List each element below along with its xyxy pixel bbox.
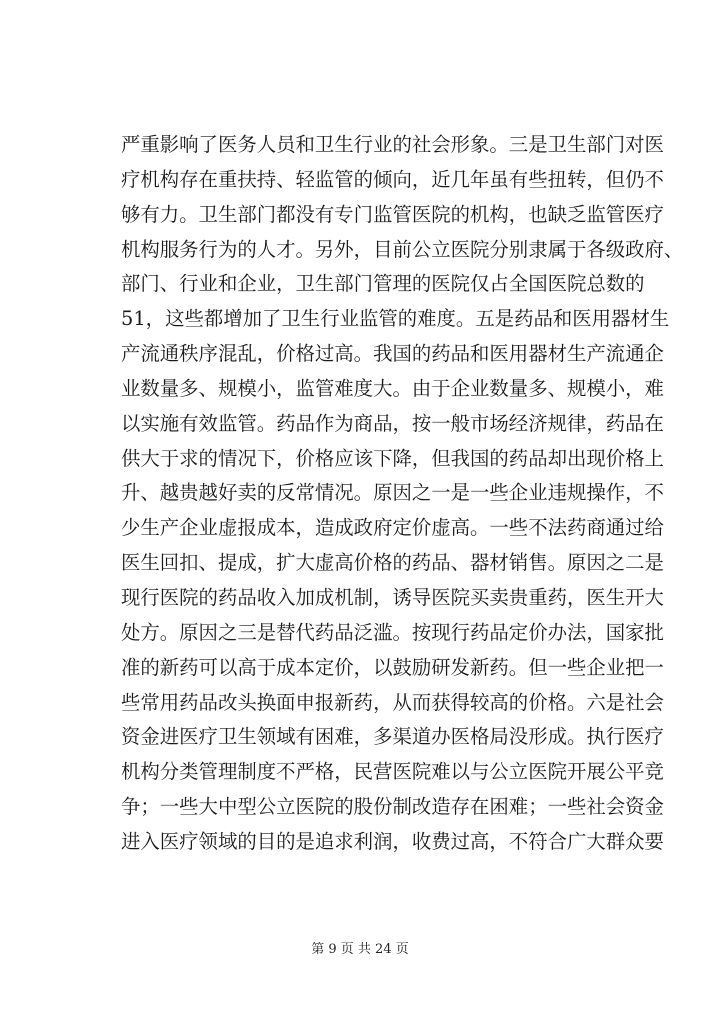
text-line: 机构分类管理制度不严格，民营医院难以与公立医院开展公平竞 (121, 760, 664, 784)
body-paragraph (121, 128, 684, 860)
text-line: 业数量多、规模小，监管难度大。由于企业数量多、规模小，难 (121, 376, 664, 400)
text-line: 现行医院的药品收入加成机制，诱导医院买卖贵重药，医生开大 (121, 585, 664, 609)
text-line: 少生产企业虚报成本，造成政府定价虚高。一些不法药商通过给 (121, 516, 664, 540)
text-line: 疗机构存在重扶持、轻监管的倾向，近几年虽有些扭转，但仍不 (121, 167, 664, 191)
text-line: 51，这些都增加了卫生行业监管的难度。五是药品和医用器材生 (121, 307, 670, 331)
text-line: 争；一些大中型公立医院的股份制改造存在困难；一些社会资金 (121, 795, 664, 819)
text-line: 产流通秩序混乱，价格过高。我国的药品和医用器材生产流通企 (121, 342, 664, 366)
text-line: 严重影响了医务人员和卫生行业的社会形象。三是卫生部门对医 (121, 133, 664, 156)
text-line: 进入医疗领域的目的是追求利润，收费过高，不符合广大群众要 (121, 829, 664, 853)
text-line: 准的新药可以高于成本定价，以鼓励研发新药。但一些企业把一 (121, 655, 664, 679)
text-line: 够有力。卫生部门都没有专门监管医院的机构，也缺乏监管医疗 (121, 202, 664, 226)
text-line: 处方。原因之三是替代药品泛滥。按现行药品定价办法，国家批 (121, 620, 664, 644)
page-number-footer: 第 9 页 共 24 页 (311, 942, 409, 957)
text-line: 以实施有效监管。药品作为商品，按一般市场经济规律，药品在 (121, 411, 664, 435)
text-line: 资金进医疗卫生领域有困难，多渠道办医格局没形成。执行医疗 (121, 725, 664, 749)
text-line: 部门、行业和企业，卫生部门管理的医院仅占全国医院总数的 (121, 272, 645, 296)
text-line: 供大于求的情况下，价格应该下降，但我国的药品却出现价格上 (121, 446, 664, 470)
text-line: 升、越贵越好卖的反常情况。原因之一是一些企业违规操作，不 (121, 481, 664, 505)
text-line: 医生回扣、提成，扩大虚高价格的药品、器材销售。原因之二是 (121, 551, 664, 575)
text-line: 些常用药品改头换面申报新药，从而获得较高的价格。六是社会 (121, 690, 664, 714)
text-line: 机构服务行为的人才。另外，目前公立医院分别隶属于各级政府、 (121, 237, 684, 261)
